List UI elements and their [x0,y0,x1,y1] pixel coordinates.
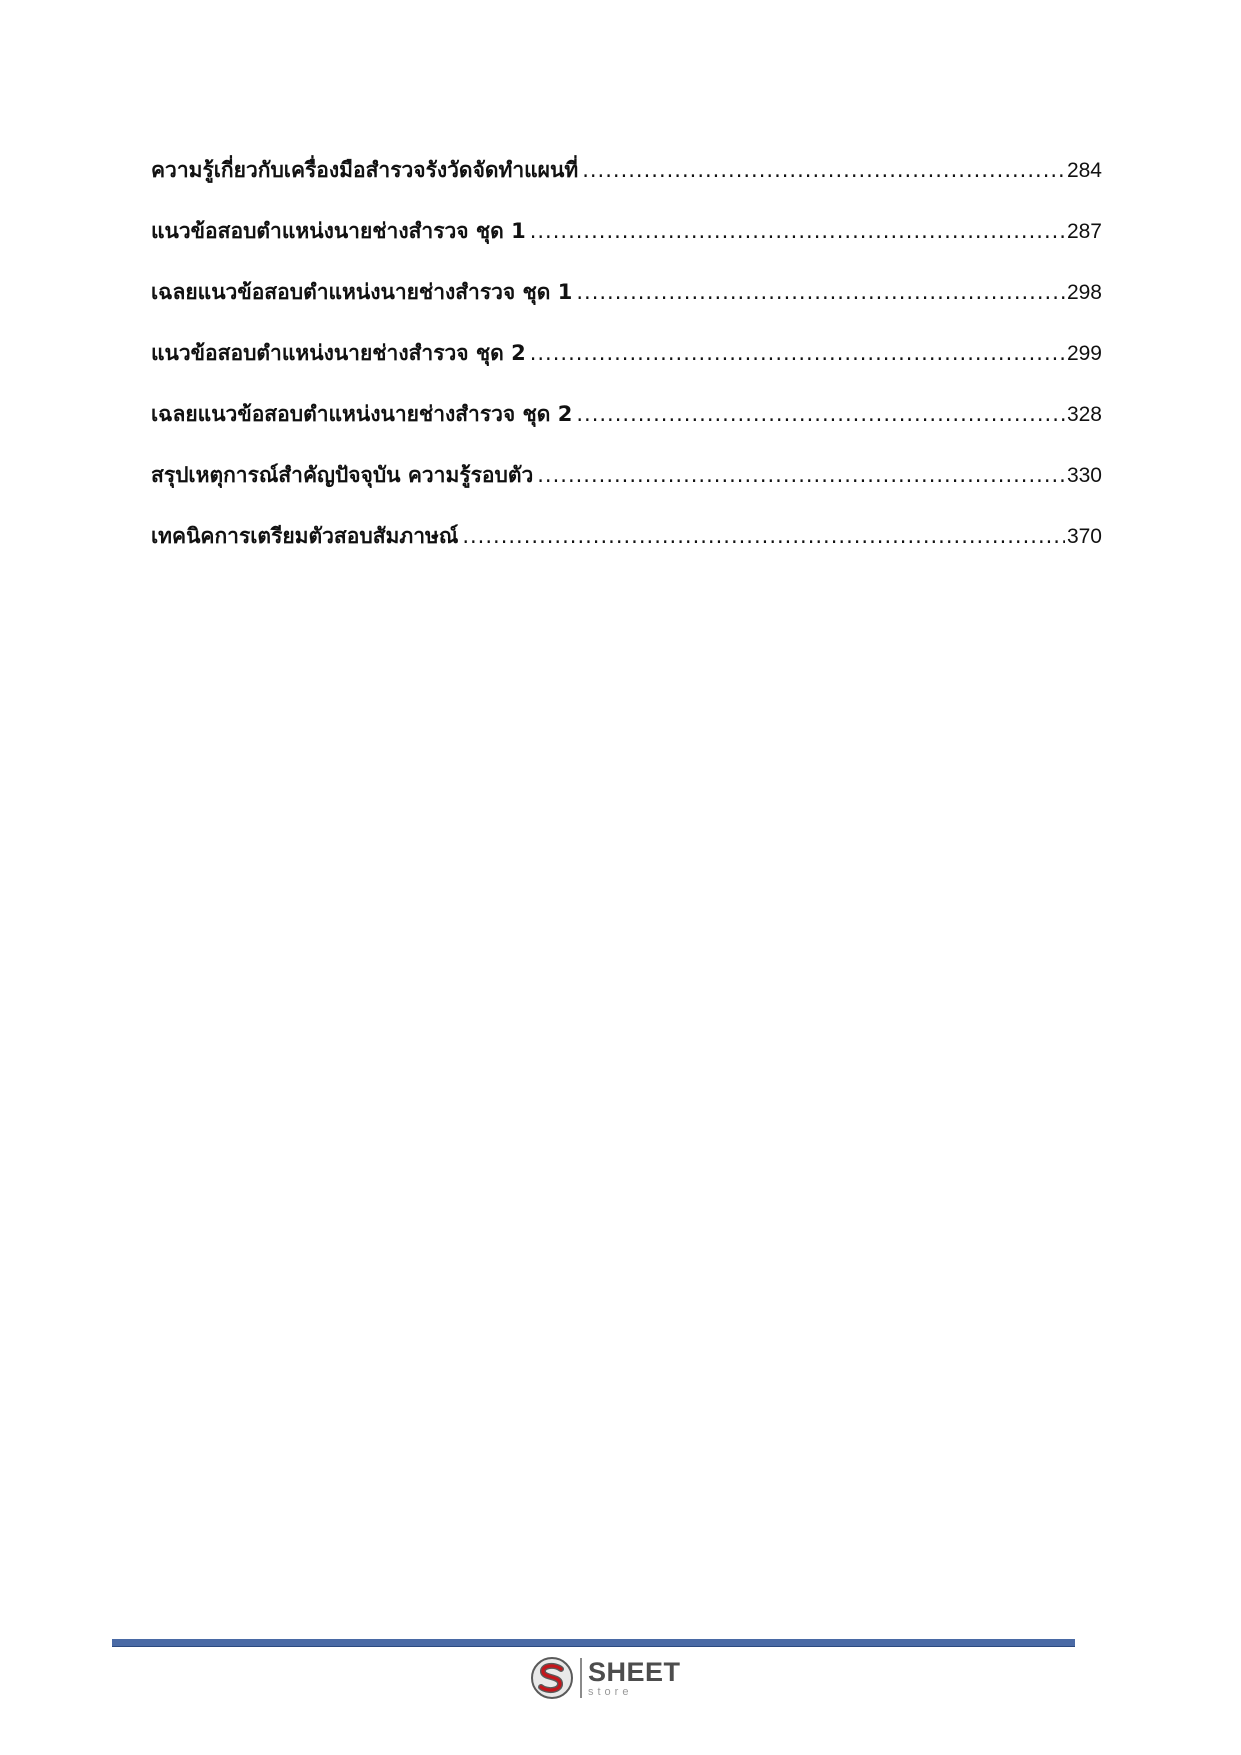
logo-wordmark [588,1656,681,1698]
sheet-store-logo [530,1656,681,1700]
toc-entry-page: 284 [1066,159,1102,182]
toc-dot-leader [576,399,1065,429]
toc-entry[interactable] [151,216,1102,277]
toc-entry-title: สรุปเหตุการณ์สำคัญปัจจุบัน ความรู้รอบตัว [151,463,534,487]
footer-divider [112,1639,1075,1647]
toc-entry[interactable] [151,338,1102,399]
toc-dot-leader [576,277,1065,307]
logo-brand-subtext: store [588,1685,633,1698]
toc-entry-page: 299 [1066,342,1102,365]
toc-entry-page: 287 [1066,220,1102,243]
toc-entry[interactable] [151,521,1102,582]
toc-entry-title: เฉลยแนวข้อสอบตำแหน่งนายช่างสำรวจ ชุด 2 [151,402,573,426]
toc-entry[interactable] [151,155,1102,216]
toc-entry-title: แนวข้อสอบตำแหน่งนายช่างสำรวจ ชุด 2 [151,341,526,365]
toc-entry-title: แนวข้อสอบตำแหน่งนายช่างสำรวจ ชุด 1 [151,219,526,243]
toc-entry-page: 330 [1066,464,1102,487]
sheet-store-logo-icon [530,1656,574,1700]
toc-entry-page: 370 [1066,525,1102,548]
toc-entry-title: เฉลยแนวข้อสอบตำแหน่งนายช่างสำรวจ ชุด 1 [151,280,573,304]
toc-dot-leader [530,216,1065,246]
logo-brand-text: SHEET [588,1656,681,1687]
toc-entry-title: ความรู้เกี่ยวกับเครื่องมือสำรวจรังวัดจัดทำแผนที่ [151,158,579,182]
toc-entry-page: 298 [1066,281,1102,304]
toc-entry-page: 328 [1066,403,1102,426]
toc-dot-leader [537,460,1065,490]
toc-dot-leader [462,521,1065,551]
table-of-contents [151,155,1102,582]
toc-entry-title: เทคนิคการเตรียมตัวสอบสัมภาษณ์ [151,524,459,548]
toc-dot-leader [582,155,1065,185]
toc-entry[interactable] [151,399,1102,460]
toc-entry[interactable] [151,277,1102,338]
logo-divider [580,1658,582,1698]
toc-dot-leader [530,338,1065,368]
toc-entry[interactable] [151,460,1102,521]
